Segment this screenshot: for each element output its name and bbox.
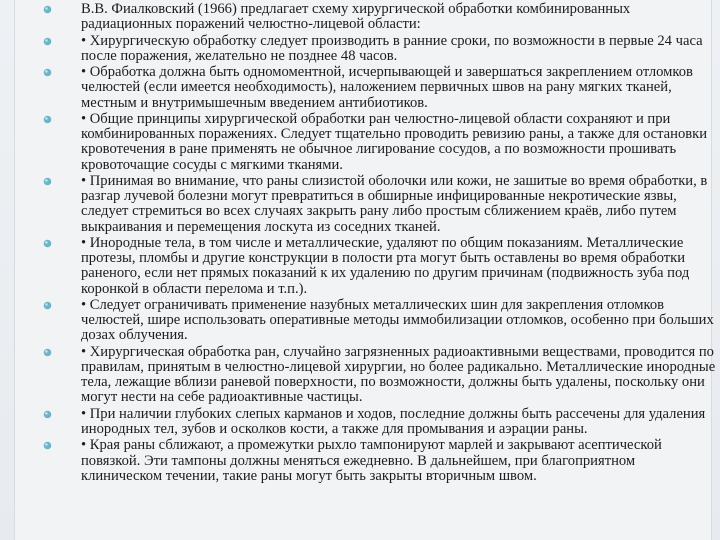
- list-item: [43, 174, 717, 235]
- list-item-text: В.В. Фиалковский (1966) предлагает схему хирургической обработки комбинированных радиационных поражений челюстно-лицевой области:: [81, 1, 631, 33]
- list-item: [43, 34, 717, 64]
- list-item-text: • Принимая во внимание, что раны слизистой оболочки или кожи, не зашитые во время обработки, в разгар лучевой болезни могут превратиться в обширные инфицированные некротические язвы, следует стремиться во всех случаях закрыть рану либо простым сближением краёв, либо путем выкраивания и перемещения лоскута из соседних тканей.: [81, 172, 708, 235]
- bullet-icon: [43, 37, 52, 46]
- list-item-text: • Следует ограничивать применение назубных металлических шин для закрепления отломков челюстей, шире использовать оперативные методы иммобилизации отломков, особенно при больших дозах облучения.: [81, 296, 714, 344]
- list-item-text: • Инородные тела, в том числе и металлические, удаляют по общим показаниям. Металлические протезы, пломбы и другие конструкции в полости рта могут быть оставлены во время обработки раненого, если нет прямых показаний к их удалению по другим причинам (подвижность зуба под коронкой в области перелома и т.п.).: [81, 234, 690, 297]
- list-item: [43, 112, 717, 173]
- list-item: [43, 65, 717, 111]
- bullet-icon: [43, 177, 52, 186]
- slide-content: [14, 0, 716, 540]
- bullet-icon: [43, 115, 52, 124]
- list-item: [43, 236, 717, 297]
- list-item-text: • Хирургическую обработку следует производить в ранние сроки, по возможности в первые 24 часа после поражения, желательно не позднее 48 часов.: [81, 32, 703, 64]
- list-item-text: • Хирургическая обработка ран, случайно загрязненных радиоактивными веществами, проводится по правилам, принятым в челюстно-лицевой хирургии, но более радикально. Металлические инородные тела, лежащие вблизи раневой поверхности, по возможности, должны быть удалены, поскольку они могут нести на себе радиоактивные частицы.: [81, 343, 716, 406]
- list-item-text: • Общие принципы хирургической обработки ран челюстно-лицевой области сохраняют и при комбинированных поражениях. Следует тщательно проводить ревизию раны, а также для остановки кровотечения в ране применять не обычное лигирование сосудов, а по возможности прошивать кровоточащие сосуды с мягкими тканями.: [81, 110, 708, 173]
- list-item: [43, 345, 717, 406]
- list-item-text: • При наличии глубоких слепых карманов и ходов, последние должны быть рассечены для удаления инородных тел, зубов и осколков кости, а также для промывания и аэрации раны.: [81, 405, 706, 437]
- list-item: [43, 407, 717, 437]
- list-item-text: • Края раны сближают, а промежутки рыхло тампонируют марлей и закрывают асептической повязкой. Эти тампоны должны меняться ежедневно. В дальнейшем, при благоприятном клиническом течении, такие раны могут быть закрыты вторичным швом.: [81, 437, 662, 484]
- bullet-icon: [43, 239, 52, 248]
- bullet-icon: [43, 68, 52, 77]
- list-item-text: • Обработка должна быть одномоментной, исчерпывающей и завершаться закреплением отломков челюстей (если имеется необходимость), наложением первичных швов на рану мягких тканей, местным и внутримышечным введением антибиотиков.: [81, 64, 693, 111]
- list-item: [43, 2, 717, 32]
- bullet-icon: [43, 5, 52, 14]
- bullet-icon: [43, 301, 52, 310]
- list-item: [43, 298, 717, 344]
- bullet-icon: [43, 348, 52, 357]
- bullet-list: [43, 2, 717, 485]
- bullet-icon: [43, 410, 52, 419]
- bullet-icon: [43, 441, 52, 450]
- list-item: [43, 438, 717, 484]
